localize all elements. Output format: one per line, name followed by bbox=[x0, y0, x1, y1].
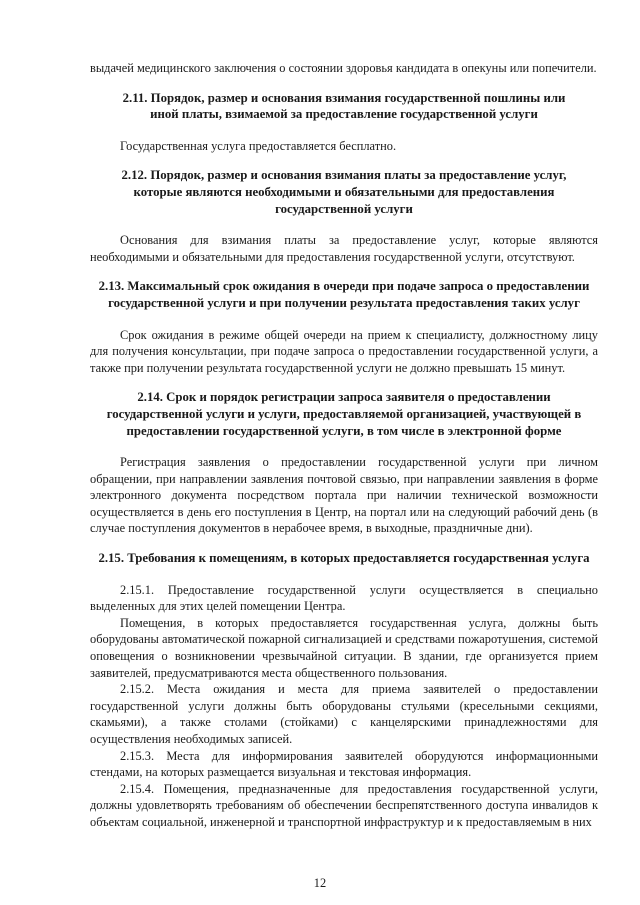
section-2-15-heading: 2.15. Требования к помещениям, в которых предоставляется государственная услуга bbox=[98, 551, 590, 566]
intro-paragraph-tail: выдачей медицинского заключения о состоянии здоровья кандидата в опекуны или попечители. bbox=[90, 61, 597, 75]
section-2-14-text: Регистрация заявления о предоставлении государственной услуги при личном обращении, при направлении заявления почтовой связью, при направлении заявления в форме электронного документа посредством портала при наличии технической возможности осуществляется в день его поступления в Центр, на портал или на следующий рабочий день (в случае поступления документов в нерабочее время, в выходные, праздничные дни). bbox=[90, 455, 598, 536]
document-page bbox=[90, 60, 598, 831]
section-2-15-2-text: 2.15.2. Места ожидания и места для приема заявителей о предоставлении государственной услуги должны быть оборудованы стульями (кресельными секциями, скамьями), а также столами (стойками) с канцелярскими принадлежностями для осуществления необходимых записей. bbox=[90, 682, 598, 746]
section-2-15-1-text: 2.15.1. Предоставление государственной услуги осуществляется в специально выделенных для этих целей помещении Центра. bbox=[90, 582, 598, 614]
section-2-11-text: Государственная услуга предоставляется бесплатно. bbox=[120, 138, 397, 153]
section-2-13-heading: 2.13. Максимальный срок ожидания в очереди при подаче запроса о предоставлении государственной услуги и при получении результата предоставления таких услуг bbox=[98, 279, 590, 310]
section-2-12-heading: 2.12. Порядок, размер и основания взимания платы за предоставление услуг, которые являются необходимыми и обязательными для предоставления государственной услуги bbox=[121, 168, 567, 216]
section-2-12-text: Основания для взимания платы за предоставление услуг, которые являются необходимыми и обязательными для предоставления государственной услуги, отсутствуют. bbox=[90, 233, 598, 264]
section-2-15-premises-text: Помещения, в которых предоставляется государственная услуга, должны быть оборудованы автоматической пожарной сигнализацией и средствами пожаротушения, системой оповещения о возникновении чрезвычайной ситуации. В здании, где организуется прием заявителей, предусматриваются места общественного пользования. bbox=[90, 615, 598, 680]
section-2-13-text: Срок ожидания в режиме общей очереди на прием к специалисту, должностному лицу для получения консультации, при подаче запроса о предоставлении государственной услуги, а также при получении результата государственной услуги не должно превышать 15 минут. bbox=[90, 327, 598, 375]
section-2-15-4-text: 2.15.4. Помещения, предназначенные для предоставления государственной услуги, должны удовлетворять требованиям об обеспечении беспрепятственного доступа инвалидов к объектам социальной, инженерной и транспортной инфраструктур и к предоставляемым в них bbox=[90, 781, 598, 829]
section-2-14-heading: 2.14. Срок и порядок регистрации запроса заявителя о предоставлении государственной услуги и услуги, предоставляемой организацией, участвующей в предоставлении государственной услуги, в том числе в электронной форме bbox=[106, 390, 582, 438]
section-2-15-3-text: 2.15.3. Места для информирования заявителей оборудуются информационными стендами, на которых размещается визуальная и текстовая информация. bbox=[90, 748, 598, 780]
page-number: 12 bbox=[313, 876, 327, 890]
section-2-11-heading: 2.11. Порядок, размер и основания взимания государственной пошлины или иной платы, взимаемой за предоставление государственной услуги bbox=[122, 90, 566, 122]
